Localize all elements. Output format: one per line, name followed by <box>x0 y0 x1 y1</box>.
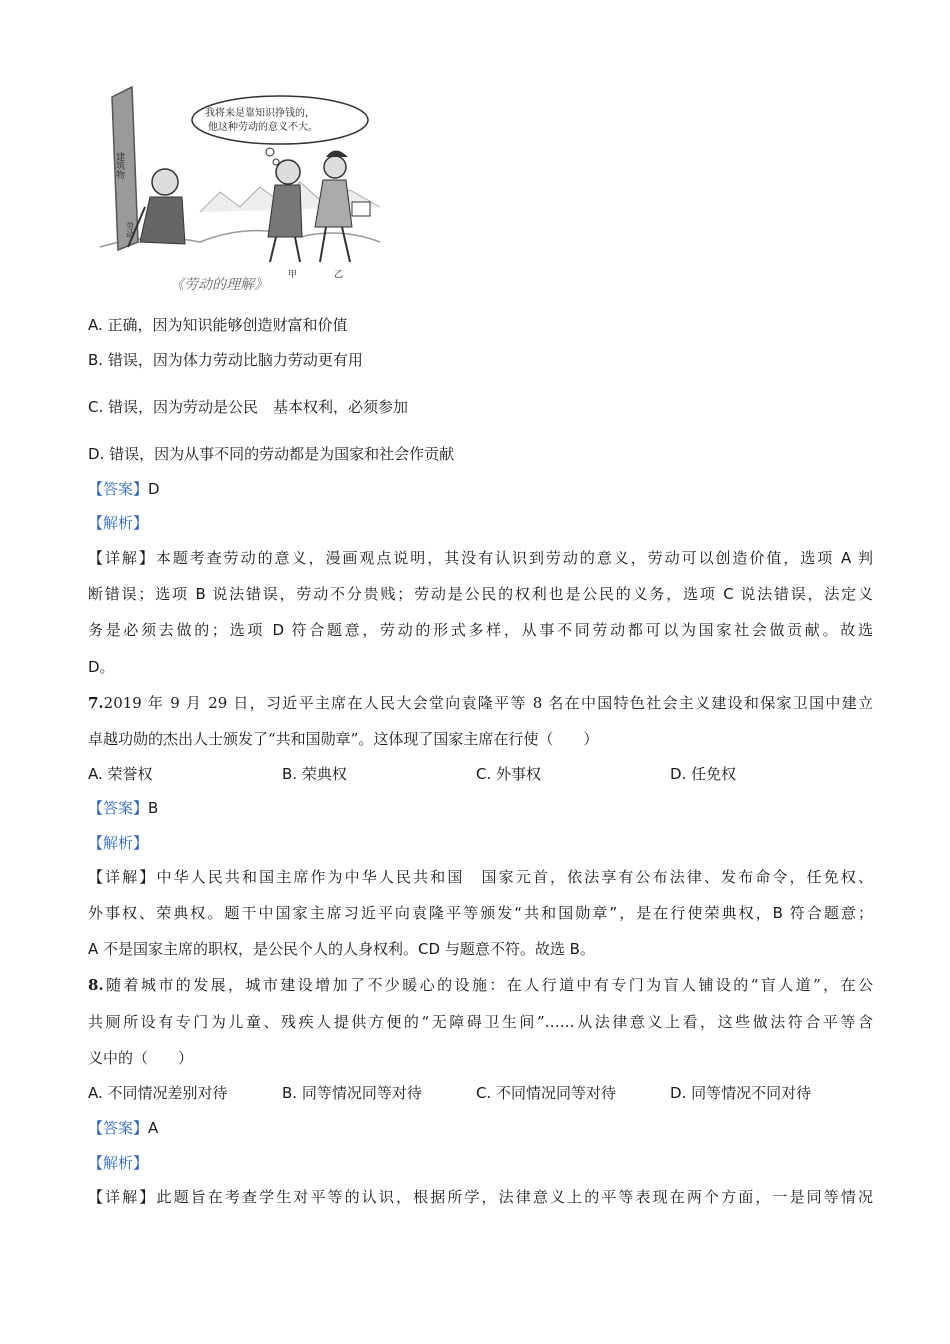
q8-stem-line-3: 义中的（ ） <box>88 1049 194 1067</box>
q7-detail-line-2: 外事权、荣典权。题干中国家主席习近平向袁隆平等颁发“共和国勋章”，是在行使荣典权，B 符合题意； <box>88 904 873 922</box>
q8-option-c: C. 不同情况同等对待 <box>476 1084 617 1102</box>
q8-stem-line-1: 8.随着城市的发展，城市建设增加了不少暖心的设施：在人行道中有专门为盲人铺设的“盲人道”，在公 <box>88 976 873 994</box>
q7-option-d: D. 任免权 <box>670 765 737 783</box>
person-jia-label: 甲 <box>288 270 298 280</box>
q8-option-d: D. 同等情况不同对待 <box>670 1084 812 1102</box>
q7-detail-line-1: 【详解】中华人民共和国主席作为中华人民共和国 国家元首，依法享有公布法律、发布命令，任免权、 <box>88 868 873 886</box>
q7-analysis-tag: 【解析】 <box>88 834 149 852</box>
q7-answer: 【答案】B <box>88 799 159 817</box>
q7-stem-line-2: 卓越功勋的杰出人士颁发了“共和国勋章”。这体现了国家主席在行使（ ） <box>88 730 599 748</box>
q7-stem-line-1: 7.2019 年 9 月 29 日，习近平主席在人民大会堂向袁隆平等 8 名在中国特色社会主义建设和保家卫国中建立 <box>88 694 873 712</box>
q7-detail-line-3: A 不是国家主席的职权，是公民个人的人身权利。CD 与题意不符。故选 B。 <box>88 940 595 958</box>
bubble-line-2: 他这种劳动的意义不大。 <box>208 122 318 133</box>
cartoon-caption: 《劳动的理解》 <box>170 277 268 293</box>
q6-detail-line-2: 断错误；选项 B 说法错误，劳动不分贵贱；劳动是公民的权利也是公民的义务，选项 C 说法错误，法定义 <box>88 585 873 603</box>
cartoon-illustration <box>90 82 390 302</box>
q7-option-b: B. 荣典权 <box>282 765 347 783</box>
q7-option-c: C. 外事权 <box>476 765 542 783</box>
answer-tag: 【答案】 <box>88 480 149 498</box>
q8-number: 8. <box>88 976 104 994</box>
pillar-text: 建筑物 <box>114 152 124 179</box>
q6-analysis-tag: 【解析】 <box>88 514 149 532</box>
q6-option-c: C. 错误，因为劳动是公民 基本权利，必须参加 <box>88 398 409 416</box>
q6-option-b: B. 错误，因为体力劳动比脑力劳动更有用 <box>88 351 363 369</box>
q7-number: 7. <box>88 694 104 712</box>
q8-detail-line-1: 【详解】此题旨在考查学生对平等的认识，根据所学，法律意义上的平等表现在两个方面，一是同等情况 <box>88 1188 873 1206</box>
q6-option-d: D. 错误，因为从事不同的劳动都是为国家和社会作贡献 <box>88 445 455 463</box>
q6-detail-line-3: 务是必须去做的；选项 D 符合题意，劳动的形式多样，从事不同劳动都可以为国家社会做贡献。故选 <box>88 621 873 639</box>
q6-detail-line-4: D。 <box>88 658 115 676</box>
person-yi-label: 乙 <box>334 270 344 280</box>
q7-option-a: A. 荣誉权 <box>88 765 153 783</box>
q6-answer <box>88 478 160 500</box>
q8-option-a: A. 不同情况差别对待 <box>88 1084 228 1102</box>
q6-detail-line-1: 【详解】本题考查劳动的意义，漫画观点说明，其没有认识到劳动的意义，劳动可以创造价值，选项 A 判 <box>88 549 873 567</box>
answer-value: D <box>148 480 160 498</box>
q8-option-b: B. 同等情况同等对待 <box>282 1084 422 1102</box>
worker-text: 劳动 <box>125 222 135 238</box>
q8-answer: 【答案】A <box>88 1119 159 1137</box>
q8-stem-line-2: 共厕所设有专门为儿童、残疾人提供方便的“无障碍卫生间”……从法律意义上看，这些做法符合平等含 <box>88 1013 873 1031</box>
q6-option-a: A. 正确，因为知识能够创造财富和价值 <box>88 316 348 334</box>
q8-analysis-tag: 【解析】 <box>88 1154 149 1172</box>
bubble-line-1: 我将来是靠知识挣钱的， <box>205 108 315 119</box>
detail-tag: 【详解】 <box>88 549 156 567</box>
